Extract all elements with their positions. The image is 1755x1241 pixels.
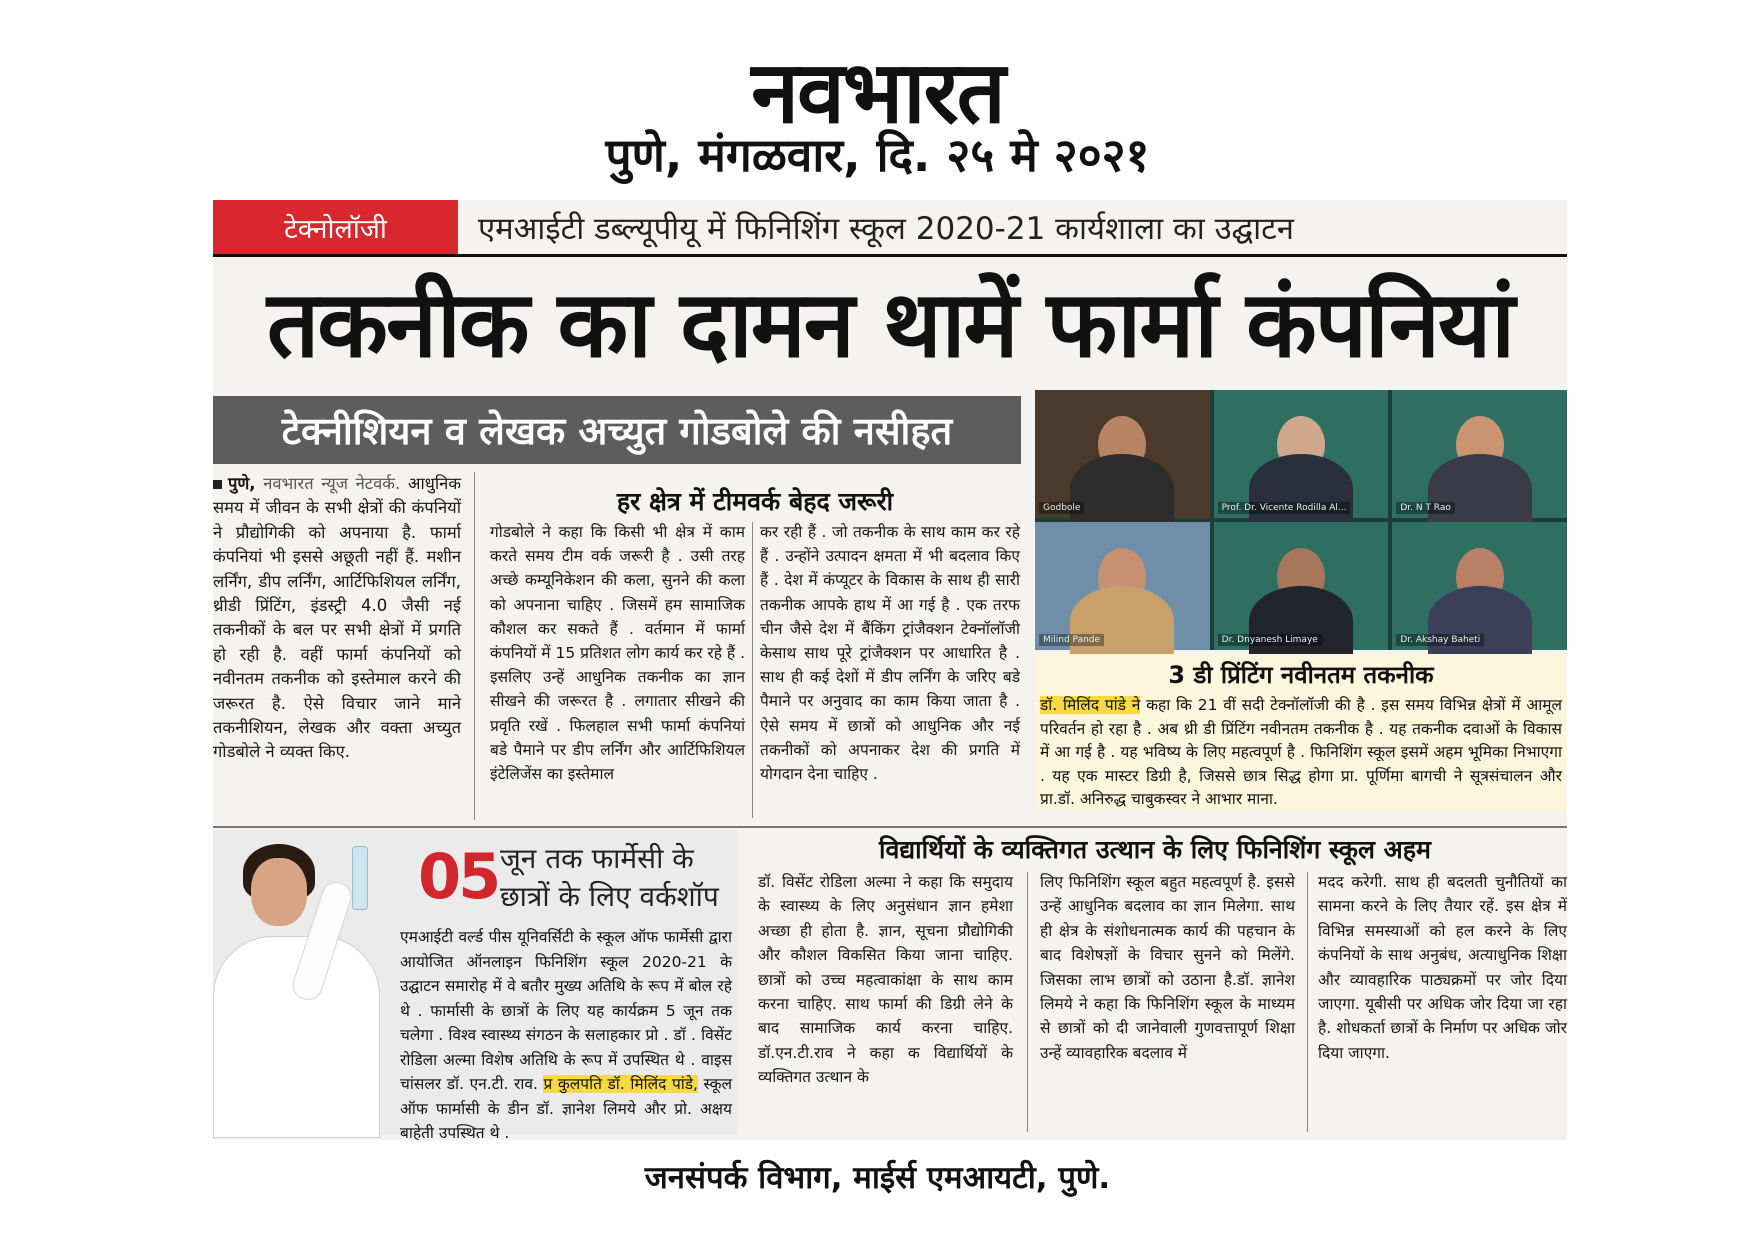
subhead: टेक्नीशियन व लेखक अच्युत गोडबोले की नसीहत <box>213 396 1021 464</box>
printing-text <box>1040 694 1562 810</box>
participant-caption: Dr. N T Rao <box>1396 502 1455 514</box>
column-divider <box>1027 872 1028 1132</box>
pharmacy-text <box>400 925 733 1142</box>
participant-caption: Prof. Dr. Vicente Rodilla Al... <box>1218 502 1351 514</box>
dateline: पुणे, मंगळवार, दि. २५ मे २०२१ <box>605 128 1150 182</box>
participant-tile <box>1035 522 1210 650</box>
students-col-1: डॉ. विसेंट रोडिला अल्मा ने कहा कि समुदाय के स्वास्थ्य के लिए अनुसंधान ज्ञान हमेशा अच्छा ही होता है. ज्ञान, सूचना प्रौद्योगिकी और कौशल विकसित किया जाना चाहिए. छात्रों को उच्च महत्वाकांक्षा के साथ काम करना चाहिए. साथ फार्मा की डिग्री लेने के बाद सामाजिक कार्य करना चाहिए. डॉ.एन.टी.राव ने कहा क विद्यार्थियों के व्यक्तिगत उत्थान के <box>758 873 1013 1087</box>
highlighted-name: प्र कुलपति डॉ. मिलिंद पांडे, <box>543 1075 698 1093</box>
students-col-2: लिए फिनिशिंग स्कूल बहुत महत्वपूर्ण है. इससे उन्हें आधुनिक बदलाव का ज्ञान मिलेगा. साथ ही क्षेत्र के संशोधनात्मक कार्य की पहचान के बाद विशेषज्ञों के विचार सुनने को मिलेंगे. जिसका लाभ छात्रों को उठाना है.डॉ. ज्ञानेश लिमये ने कहा कि फिनिशिंग स्कूल के माध्यम से छात्रों को दी जानेवाली गुणवत्तापूर्ण शिक्षा उन्हें व्यावहारिक बदलाव में <box>1040 873 1295 1062</box>
teamwork-col-1: गोडबोले ने कहा कि किसी भी क्षेत्र में काम करते समय टीम वर्क जरूरी है . उसी तरह अच्छे कम्यूनिकेशन की कला, सुनने की कला को अपनाना चाहिए . जिसमें हम सामाजिक कौशल कर सकते हैं . वर्तमान में फार्मा कंपनियों में 15 प्रतिशत लोग कार्य कर रहे हैं . इसलिए उन्हें आधुनिक तकनीक का ज्ञान सीखने की जरूरत है . लगातार सीखने की प्रवृति रखें . फिलहाल सभी फार्मा कंपनियां बडे पैमाने पर डीप लर्निंग और आर्टिफिशियल इंटेलिजेंस का इस्तेमाल <box>490 523 745 784</box>
teamwork-col-2: कर रही हैं . जो तकनीक के साथ काम कर रहे हैं . उन्होंने उत्पादन क्षमता में भी बदलाव किए हैं . देश में कंप्यूटर के विकास के साथ ही सारी तकनीक आपके हाथ में आ गई है . एक तरफ चीन जैसे देश में बैंकिंग ट्रांजैक्शन टेक्नॉलॉजी केसाथ साथ पूरे ट्रांजैक्शन पर आधारित है . साथ ही कई देशों में डीप लर्निंग के जरिए बडे पैमाने पर अनुवाद का काम किया जाता है . ऐसे समय में छात्रों को आधुनिक और नई तकनीकों को अपनाकर देश की प्रगति में योगदान देना चाहिए . <box>760 523 1020 784</box>
participant-caption: Dr. Akshay Baheti <box>1396 634 1484 646</box>
lead-column <box>213 472 461 822</box>
masthead: नवभारत <box>751 43 1004 143</box>
kicker: एमआईटी डब्ल्यूपीयू में फिनिशिंग स्कूल 2020-21 कार्यशाला का उद्घाटन <box>478 211 1294 247</box>
section-tag: टेक्नोलॉजी <box>213 200 458 254</box>
vial-icon <box>352 846 368 910</box>
highlighted-name: डॉ. मिलिंद पांडे ने <box>1040 696 1141 714</box>
bullet-icon <box>213 480 222 489</box>
video-call-photo <box>1035 390 1567 650</box>
footer-credit: जनसंपर्क विभाग, माईर्स एमआयटी, पुणे. <box>644 1160 1111 1196</box>
printing-heading: 3 डी प्रिंटिंग नवीनतम तकनीक <box>1168 661 1434 689</box>
participant-tile <box>1214 390 1389 518</box>
pharmacy-heading: जून तक फार्मेसी के छात्रों के लिए वर्कशॉप <box>500 842 719 913</box>
column-divider <box>752 522 753 818</box>
pharmacy-body: एमआईटी वर्ल्ड पीस यूनिवर्सिटी के स्कूल ऑफ फार्मेसी द्वारा आयोजित ऑनलाइन फिनिशिंग स्कूल 2020-21 के उद्घाटन समारोह में वे बतौर मुख्य अतिथि के रूप में बोल रहे थे . फार्मासी के छात्रों के लिए यह कार्यक्रम 5 जून तक चलेगा . विश्व स्वास्थ्य संगठन के सलाहकार प्रो . डॉ . विसेंट रोडिला अल्मा विशेष अतिथि के रूप में उपस्थित थे . वाइस चांसलर डॉ. एन.टी. राव. <box>400 928 732 1093</box>
lead-place: पुणे, <box>228 474 256 493</box>
students-col-3: मदद करेगी. साथ ही बदलती चुनौतियों का सामना करने के लिए तैयार रहें. इस क्षेत्र में विभिन्न समस्याओं को हल करने के लिए कंपनियों के साथ अनुबंध, अत्याधुनिक शिक्षा और व्यावहारिक पाठ्यक्रमों पर जोर दिया जाएगा. यूबीसी पर अधिक जोर दिया जा रहा है. शोधकर्ता छात्रों के निर्माण पर अधिक जोर दिया जाएगा. <box>1318 873 1567 1062</box>
lead-body: आधुनिक समय में जीवन के सभी क्षेत्रों की कंपनियों ने प्रौद्योगिकी को अपनाया है. फार्मा कंपनियां भी इससे अछूती नहीं हैं. मशीन लर्निंग, डीप लर्निंग, आर्टिफिशियल लर्निंग, थ्रीडी प्रिंटिंग, इंडस्ट्री 4.0 जैसी नई तकनीकों के बल पर सभी क्षेत्रों में प्रगति हो रही है. वहीं फार्मा कंपनियों को नवीनतम तकनीक को इस्तेमाल करने की जरूरत है. ऐसे विचार जाने माने तकनीशियन, लेखक और वक्ता अच्युत गोडबोले ने व्यक्त किए. <box>213 474 461 762</box>
top-rule <box>213 254 1567 257</box>
headline: तकनीक का दामन थामें फार्मा कंपनियां <box>266 271 1514 378</box>
students-heading: विद्यार्थियों के व्यक्तिगत उत्थान के लिए फिनिशिंग स्कूल अहम <box>879 835 1431 864</box>
participant-tile <box>1392 390 1567 518</box>
participant-tile <box>1392 522 1567 650</box>
teamwork-heading: हर क्षेत्र में टीमवर्क बेहद जरूरी <box>616 487 894 516</box>
participant-caption: Dr. Dnyanesh Limaye <box>1218 634 1322 646</box>
column-divider <box>1307 872 1308 1132</box>
pharmacy-body-end: स्कूल ऑफ फार्मासी के डीन डॉ. ज्ञानेश लिमये और प्रो. अक्षय बाहेती उपस्थित थे . <box>400 1075 733 1142</box>
printing-body: कहा कि 21 वीं सदी टेक्नॉलॉजी की है . इस समय विभिन्न क्षेत्रों में आमूल परिवर्तन हो रहा है . अब थ्री डी प्रिंटिंग नवीनतम तकनीक है . यह तकनीक दवाओं के विकास में आ गई है . यह भविष्य के लिए महत्वपूर्ण है . फिनिशिंग स्कूल इसमें अहम भूमिका निभाएगा . यह एक मास्टर डिग्री है, जिससे छात्र सिद्ध होगा प्रा. पूर्णिमा बागची ने सूत्रसंचालन और प्रा.डॉ. अनिरुद्ध चाबुकस्वर ने आभार माना. <box>1040 696 1562 808</box>
participant-tile <box>1214 522 1389 650</box>
pharmacy-number: 05 <box>418 840 499 913</box>
participant-caption: Godbole <box>1039 502 1084 514</box>
column-divider <box>474 472 475 820</box>
lead-agency: नवभारत न्यूज नेटवर्क. <box>263 474 401 493</box>
participant-caption: Milind Pande <box>1039 634 1104 646</box>
participant-tile <box>1035 390 1210 518</box>
section-divider <box>213 826 1567 828</box>
